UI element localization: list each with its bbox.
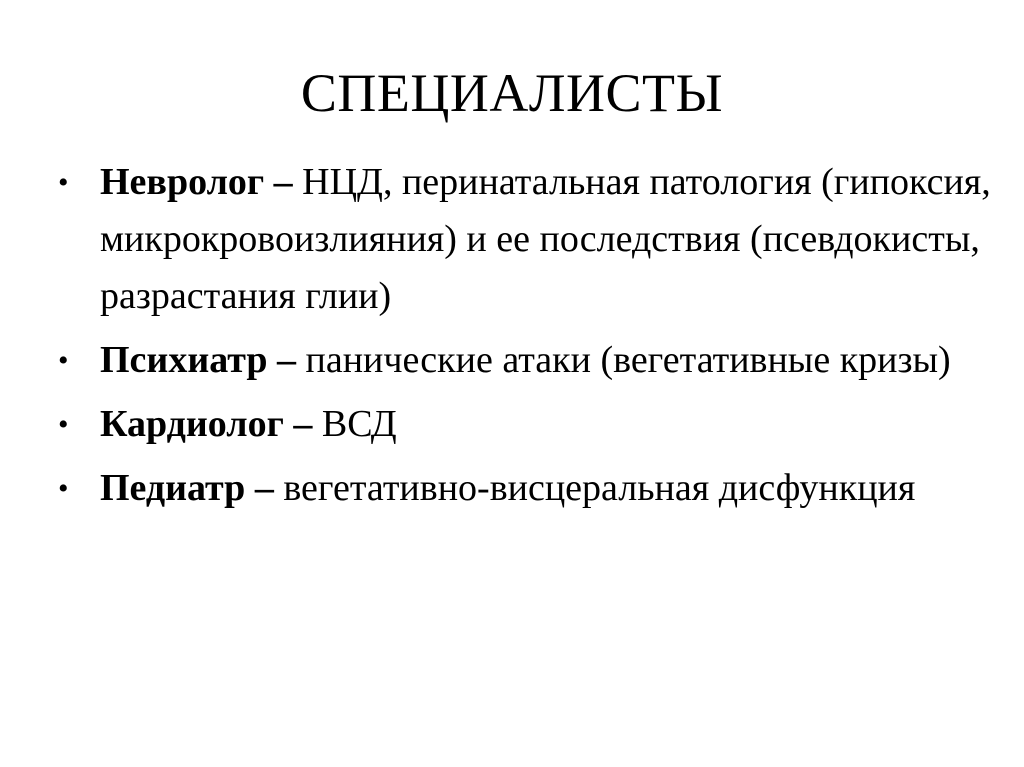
bullet-icon: • — [58, 472, 69, 505]
bullet-item-cardiologist — [58, 396, 998, 453]
bullet-item-neurologist — [58, 154, 998, 325]
bullet-term: Педиатр – — [100, 467, 274, 509]
bullet-text: панические атаки (вегетативные кризы) — [296, 339, 951, 381]
slide-title: СПЕЦИАЛИСТЫ — [300, 63, 724, 123]
bullet-text: вегетативно-висцеральная дисфункция — [273, 467, 916, 509]
bullet-icon: • — [58, 344, 69, 377]
bullet-list — [58, 154, 998, 524]
bullet-term: Кардиолог – — [100, 403, 313, 445]
bullet-text: ВСД — [312, 403, 397, 445]
bullet-text: НЦД, перинатальная патология (гипоксия, микрокровоизлияния) и ее последствия (псевдокисты, разрастания глии) — [100, 161, 991, 317]
bullet-item-pediatrician — [58, 460, 998, 517]
bullet-icon: • — [58, 408, 69, 441]
bullet-term: Невролог – — [100, 161, 293, 203]
bullet-item-psychiatrist — [58, 332, 998, 389]
bullet-icon: • — [58, 166, 69, 199]
bullet-term: Психиатр – — [100, 339, 296, 381]
